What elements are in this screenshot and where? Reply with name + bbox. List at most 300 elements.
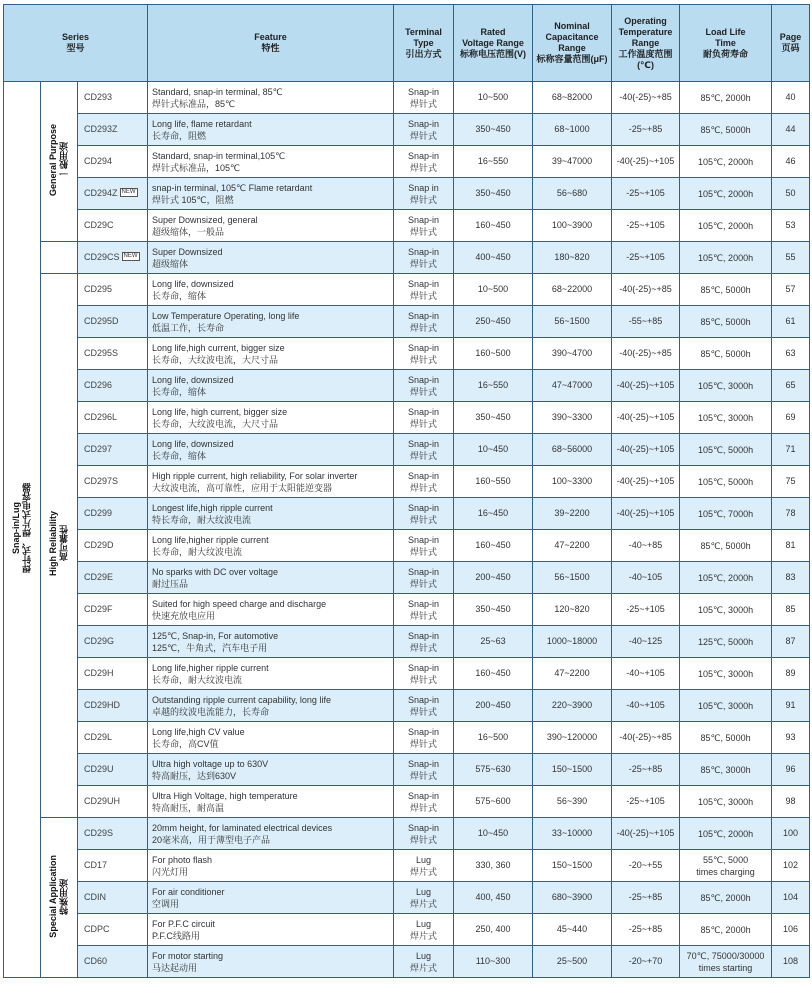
page-number: 46	[785, 156, 796, 166]
terminal-en: Snap-in	[408, 278, 440, 289]
temperature-cell	[612, 530, 680, 562]
terminal-type-cell	[394, 178, 454, 210]
page-number: 102	[783, 860, 799, 870]
capacitance-cell	[533, 882, 612, 914]
terminal-type-cell	[394, 786, 454, 818]
temperature-range: -40(-25)~+85	[619, 92, 672, 102]
series-model	[78, 402, 148, 434]
load-life-cell	[680, 370, 772, 402]
capacitance-range: 56~680	[556, 188, 588, 198]
load-life-cell	[680, 946, 772, 978]
series-model	[78, 530, 148, 562]
terminal-cn: 焊针式	[410, 162, 438, 173]
load-life-cell	[680, 914, 772, 946]
rated-voltage: 200~450	[475, 572, 511, 582]
load-life-cell	[680, 498, 772, 530]
capacitance-cell	[533, 178, 612, 210]
feature-en: Super Downsized, general	[152, 214, 258, 225]
rated-voltage: 10~450	[477, 828, 509, 838]
terminal-type-cell	[394, 818, 454, 850]
terminal-type-cell	[394, 338, 454, 370]
rated-voltage: 200~450	[475, 700, 511, 710]
load-life: 55℃, 5000	[702, 854, 749, 865]
load-life-cell	[680, 178, 772, 210]
page-number: 104	[783, 892, 799, 902]
page-number: 65	[785, 380, 796, 390]
load-life: 105℃, 7000h	[697, 508, 754, 519]
terminal-cn: 焊针式	[410, 610, 438, 621]
load-life: 85℃, 5000h	[700, 316, 751, 327]
model-code: CD29CS	[84, 252, 120, 262]
temperature-range: -40(-25)~+105	[616, 156, 675, 166]
page-number: 85	[785, 604, 796, 614]
series-model	[78, 114, 148, 146]
terminal-cn: 焊针式	[410, 418, 438, 429]
load-life-cell	[680, 722, 772, 754]
feature-cn: 20毫米高，用于薄型电子产品	[152, 834, 271, 845]
temperature-range: -40(-25)~+105	[616, 828, 675, 838]
capacitance-range: 56~1500	[554, 572, 590, 582]
table-row	[4, 82, 810, 114]
temperature-cell	[612, 338, 680, 370]
temperature-range: -25~+85	[628, 892, 663, 902]
temperature-cell	[612, 786, 680, 818]
page-number: 61	[785, 316, 796, 326]
model-code: CD29G	[84, 636, 115, 646]
terminal-type-cell	[394, 210, 454, 242]
table-row	[4, 466, 810, 498]
page-number: 108	[783, 956, 799, 966]
capacitance-range: 33~10000	[551, 828, 593, 838]
capacitance-cell	[533, 786, 612, 818]
terminal-en: Lug	[416, 950, 432, 961]
rated-voltage: 10~450	[477, 444, 509, 454]
series-model	[78, 242, 148, 274]
terminal-cn: 焊针式	[410, 642, 438, 653]
load-life-cell	[680, 786, 772, 818]
rated-voltage-cell	[454, 210, 533, 242]
rated-voltage: 400, 450	[475, 892, 511, 902]
feature-en: Suited for high speed charge and discharge	[152, 598, 327, 609]
feature-en: Long life,high CV value	[152, 726, 245, 737]
feature-cell	[148, 818, 394, 850]
capacitance-cell	[533, 690, 612, 722]
feature-cell	[148, 242, 394, 274]
feature-cell	[148, 306, 394, 338]
new-badge: NEW	[123, 253, 138, 259]
page-cell	[772, 114, 810, 146]
rated-voltage-cell	[454, 146, 533, 178]
load-life-cell	[680, 818, 772, 850]
temperature-cell	[612, 594, 680, 626]
rated-voltage: 350~450	[475, 604, 511, 614]
temperature-range: -40~+105	[626, 668, 665, 678]
capacitance-cell	[533, 146, 612, 178]
group-high-reliability-label	[48, 511, 70, 576]
series-model	[78, 434, 148, 466]
feature-cn: 特高耐压，耐高温	[152, 802, 225, 813]
series-model	[78, 946, 148, 978]
page-cell	[772, 338, 810, 370]
feature-cn: 长寿命，耐大纹波电流	[152, 546, 243, 557]
feature-cn: 125℃，牛角式，汽车电子用	[152, 642, 268, 653]
feature-en: Outstanding ripple current capability, long life	[152, 694, 331, 705]
table-row	[4, 658, 810, 690]
rated-voltage-cell	[454, 466, 533, 498]
temperature-cell	[612, 754, 680, 786]
terminal-cn: 焊片式	[410, 866, 438, 877]
capacitance-range: 680~3900	[551, 892, 593, 902]
terminal-en: Snap-in	[408, 438, 440, 449]
terminal-type-cell	[394, 722, 454, 754]
feature-cell	[148, 434, 394, 466]
terminal-cn: 焊针式	[410, 834, 438, 845]
feature-en: Long life, downsized	[152, 374, 234, 385]
temperature-cell	[612, 146, 680, 178]
feature-en: No sparks with DC over voltage	[152, 566, 279, 577]
temperature-range: -25~+105	[626, 220, 665, 230]
capacitance-range: 390~3300	[551, 412, 593, 422]
temperature-range: -40(-25)~+105	[616, 412, 675, 422]
temperature-cell	[612, 882, 680, 914]
temperature-range: -40~125	[628, 636, 663, 646]
group-special-application-label	[48, 855, 70, 938]
load-life: 85℃, 2000h	[700, 924, 751, 935]
group-general-purpose-label-cn: 一般用途	[59, 142, 69, 178]
capacitance-cell	[533, 82, 612, 114]
page-cell	[772, 562, 810, 594]
new-badge: NEW	[121, 189, 136, 195]
page-number: 71	[785, 444, 796, 454]
terminal-type-cell	[394, 754, 454, 786]
feature-en: Long life,higher ripple current	[152, 534, 269, 545]
terminal-type-cell	[394, 242, 454, 274]
load-life-note: times starting	[698, 962, 753, 973]
capacitance-range: 39~2200	[554, 508, 590, 518]
temperature-range: -25~+105	[626, 252, 665, 262]
table-row	[4, 402, 810, 434]
series-model	[78, 146, 148, 178]
terminal-cn: 焊针式	[410, 546, 438, 557]
capacitance-cell	[533, 946, 612, 978]
feature-cn: 特长寿命，耐大纹波电流	[152, 514, 252, 525]
page-number: 83	[785, 572, 796, 582]
page-cell	[772, 466, 810, 498]
rated-voltage-cell	[454, 626, 533, 658]
page-number: 50	[785, 188, 796, 198]
group-high-reliability-label-en: High Reliability	[48, 511, 58, 577]
temperature-cell	[612, 274, 680, 306]
feature-en: Long life, high current, bigger size	[152, 406, 288, 417]
table-row	[4, 786, 810, 818]
load-life: 85℃, 5000h	[700, 732, 751, 743]
load-life-cell	[680, 210, 772, 242]
feature-cell	[148, 722, 394, 754]
page-number: 57	[785, 284, 796, 294]
terminal-en: Snap-in	[408, 566, 440, 577]
rated-voltage-cell	[454, 562, 533, 594]
rated-voltage-cell	[454, 82, 533, 114]
terminal-en: Snap-in	[408, 726, 440, 737]
page-cell	[772, 594, 810, 626]
series-model	[78, 498, 148, 530]
terminal-en: Snap-in	[408, 534, 440, 545]
feature-cell	[148, 178, 394, 210]
page-number: 98	[785, 796, 796, 806]
table-row	[4, 242, 810, 274]
capacitance-cell	[533, 722, 612, 754]
rated-voltage: 575~630	[475, 764, 511, 774]
load-life: 105℃, 5000h	[697, 476, 754, 487]
feature-cn: 长寿命，缩体	[152, 290, 207, 301]
capacitance-range: 45~440	[556, 924, 588, 934]
terminal-cn: 焊针式	[410, 802, 438, 813]
terminal-en: Snap-in	[408, 246, 440, 257]
page-number: 106	[783, 924, 799, 934]
rated-voltage-cell	[454, 658, 533, 690]
load-life-cell	[680, 562, 772, 594]
temperature-range: -25~+105	[626, 188, 665, 198]
load-life: 85℃, 3000h	[700, 764, 751, 775]
feature-cn: 马达起动用	[152, 962, 198, 973]
temperature-range: -40(-25)~+105	[616, 476, 675, 486]
table-row	[4, 434, 810, 466]
series-model	[78, 818, 148, 850]
feature-cell	[148, 690, 394, 722]
model-code: CD29HD	[84, 700, 121, 710]
rated-voltage-cell	[454, 882, 533, 914]
feature-cell	[148, 530, 394, 562]
rated-voltage: 16~450	[477, 508, 509, 518]
load-life: 105℃, 2000h	[697, 828, 754, 839]
capacitance-cell	[533, 338, 612, 370]
capacitance-range: 47~2200	[554, 540, 590, 550]
feature-cell	[148, 114, 394, 146]
rated-voltage: 160~500	[475, 348, 511, 358]
terminal-cn: 焊针式	[410, 386, 438, 397]
load-life-cell	[680, 306, 772, 338]
header-feature: Feature 特性	[148, 5, 394, 82]
terminal-type-cell	[394, 402, 454, 434]
rated-voltage: 160~450	[475, 220, 511, 230]
load-life-cell	[680, 882, 772, 914]
table-row	[4, 818, 810, 850]
feature-en: Long life,higher ripple current	[152, 662, 269, 673]
terminal-en: Lug	[416, 886, 432, 897]
group-general-purpose-label	[48, 124, 70, 196]
model-code: CDPC	[84, 924, 110, 934]
temperature-cell	[612, 178, 680, 210]
feature-en: Longest life,high ripple current	[152, 502, 273, 513]
rated-voltage: 160~450	[475, 668, 511, 678]
feature-cell	[148, 498, 394, 530]
temperature-cell	[612, 818, 680, 850]
feature-cn: 长寿命，阻燃	[152, 130, 207, 141]
terminal-en: Snap-in	[408, 118, 440, 129]
model-code: CD297S	[84, 476, 119, 486]
series-model	[78, 306, 148, 338]
feature-cell	[148, 914, 394, 946]
terminal-type-cell	[394, 498, 454, 530]
capacitance-cell	[533, 658, 612, 690]
load-life: 105℃, 2000h	[697, 572, 754, 583]
feature-cell	[148, 338, 394, 370]
capacitance-cell	[533, 306, 612, 338]
series-model	[78, 274, 148, 306]
feature-cell	[148, 594, 394, 626]
terminal-cn: 焊针式	[410, 290, 438, 301]
model-code: CD29C	[84, 220, 114, 230]
capacitance-range: 100~3300	[551, 476, 593, 486]
page-number: 81	[785, 540, 796, 550]
load-life: 105℃, 3000h	[697, 380, 754, 391]
terminal-type-cell	[394, 146, 454, 178]
terminal-en: Snap-in	[408, 502, 440, 513]
header-page: Page 页码	[772, 5, 810, 82]
terminal-type-cell	[394, 466, 454, 498]
temperature-range: -20~+70	[628, 956, 663, 966]
feature-cell	[148, 210, 394, 242]
rated-voltage: 250~450	[475, 316, 511, 326]
feature-en: High ripple current, high reliability, For solar inverter	[152, 470, 358, 481]
temperature-range: -40(-25)~+85	[619, 284, 672, 294]
series-model	[78, 210, 148, 242]
temperature-cell	[612, 658, 680, 690]
table-row	[4, 914, 810, 946]
capacitance-range: 39~47000	[551, 156, 593, 166]
capacitance-range: 150~1500	[551, 860, 593, 870]
terminal-en: Snap-in	[408, 694, 440, 705]
series-model	[78, 370, 148, 402]
capacitance-cell	[533, 114, 612, 146]
terminal-type-cell	[394, 274, 454, 306]
terminal-en: Lug	[416, 854, 432, 865]
model-code: CD295S	[84, 348, 119, 358]
table-row	[4, 274, 810, 306]
page-number: 87	[785, 636, 796, 646]
table-row	[4, 338, 810, 370]
model-code: CD29H	[84, 668, 114, 678]
terminal-type-cell	[394, 82, 454, 114]
series-model	[78, 594, 148, 626]
rated-voltage: 16~550	[477, 156, 509, 166]
page-cell	[772, 370, 810, 402]
group-general-purpose-cont	[41, 242, 78, 274]
table-row	[4, 370, 810, 402]
load-life: 105℃, 3000h	[697, 700, 754, 711]
feature-cell	[148, 562, 394, 594]
page-cell	[772, 754, 810, 786]
page-cell	[772, 722, 810, 754]
terminal-type-cell	[394, 658, 454, 690]
terminal-cn: 焊针式	[410, 482, 438, 493]
terminal-en: Snap-in	[408, 342, 440, 353]
capacitance-cell	[533, 498, 612, 530]
terminal-cn: 焊针式	[410, 322, 438, 333]
page-number: 91	[785, 700, 796, 710]
rated-voltage-cell	[454, 722, 533, 754]
terminal-cn: 焊针式	[410, 130, 438, 141]
load-life-cell	[680, 626, 772, 658]
capacitance-range: 1000~18000	[546, 636, 598, 646]
terminal-cn: 焊针式	[410, 258, 438, 269]
model-code: CD60	[84, 956, 108, 966]
temperature-range: -40~105	[628, 572, 663, 582]
table-body	[4, 82, 810, 978]
capacitance-range: 390~120000	[546, 732, 598, 742]
feature-cell	[148, 754, 394, 786]
terminal-cn: 焊针式	[410, 770, 438, 781]
terminal-en: Snap-in	[408, 470, 440, 481]
feature-cn: 焊针式 105℃，阻燃	[152, 194, 234, 205]
temperature-range: -40(-25)~+85	[619, 732, 672, 742]
load-life-cell	[680, 658, 772, 690]
page-number: 40	[785, 92, 796, 102]
model-code: CD296	[84, 380, 113, 390]
temperature-cell	[612, 946, 680, 978]
rated-voltage-cell	[454, 818, 533, 850]
table-row	[4, 210, 810, 242]
feature-cn: 特高耐压，达到630V	[152, 770, 237, 781]
feature-cell	[148, 82, 394, 114]
capacitance-range: 150~1500	[551, 764, 593, 774]
page-cell	[772, 146, 810, 178]
terminal-type-cell	[394, 850, 454, 882]
temperature-cell	[612, 242, 680, 274]
page-cell	[772, 882, 810, 914]
feature-cn: 空调用	[152, 898, 180, 909]
feature-en: For air conditioner	[152, 886, 225, 897]
model-code: CD294	[84, 156, 113, 166]
header-load-life: Load Life Time 耐负荷寿命	[680, 5, 772, 82]
rated-voltage: 16~550	[477, 380, 509, 390]
capacitance-cell	[533, 402, 612, 434]
feature-cell	[148, 466, 394, 498]
model-code: CD295D	[84, 316, 119, 326]
rated-voltage-cell	[454, 786, 533, 818]
load-life: 105℃, 2000h	[697, 220, 754, 231]
feature-cn: P.F.C线路用	[152, 930, 200, 941]
terminal-en: Snap-in	[408, 790, 440, 801]
page-cell	[772, 850, 810, 882]
table-row	[4, 882, 810, 914]
feature-en: For P.F.C circuit	[152, 918, 215, 929]
capacitance-range: 68~56000	[551, 444, 593, 454]
terminal-en: Snap-in	[408, 822, 440, 833]
page-cell	[772, 306, 810, 338]
page-number: 78	[785, 508, 796, 518]
rated-voltage: 350~450	[475, 412, 511, 422]
terminal-cn: 焊针式	[410, 706, 438, 717]
model-code: CD294Z	[84, 188, 118, 198]
temperature-cell	[612, 434, 680, 466]
rated-voltage-cell	[454, 850, 533, 882]
rated-voltage-cell	[454, 338, 533, 370]
rated-voltage-cell	[454, 434, 533, 466]
table-row	[4, 306, 810, 338]
load-life-cell	[680, 754, 772, 786]
feature-en: For motor starting	[152, 950, 224, 961]
rated-voltage: 160~450	[475, 540, 511, 550]
product-series-table	[3, 4, 810, 978]
load-life: 105℃, 2000h	[697, 156, 754, 167]
rated-voltage-cell	[454, 306, 533, 338]
model-code: CD293	[84, 92, 113, 102]
feature-en: Long life, downsized	[152, 278, 234, 289]
feature-en: Long life,high current, bigger size	[152, 342, 285, 353]
temperature-range: -25~+85	[628, 924, 663, 934]
page-cell	[772, 946, 810, 978]
